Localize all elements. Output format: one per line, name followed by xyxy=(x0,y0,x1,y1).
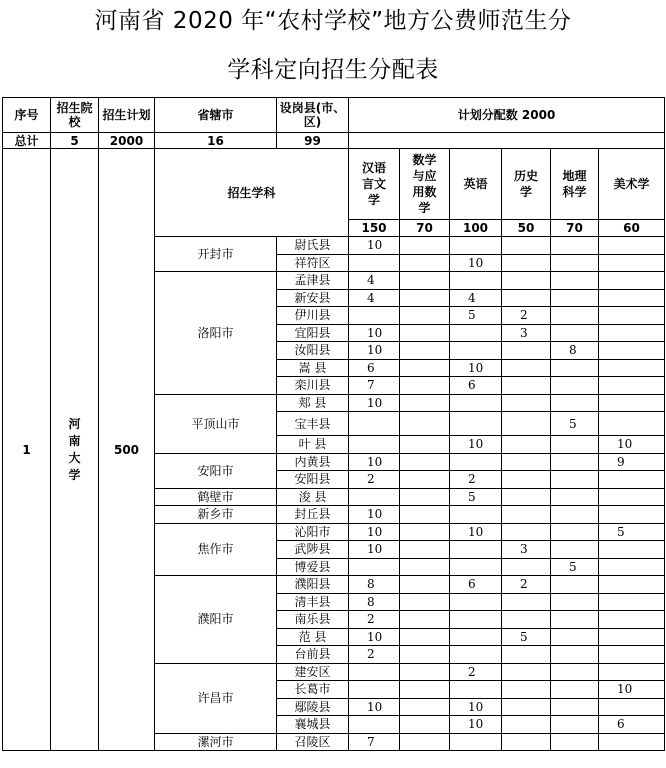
value-cell xyxy=(349,436,400,454)
value-cell xyxy=(450,453,502,471)
value-cell xyxy=(551,307,599,325)
value-cell: 8 xyxy=(551,342,599,360)
value-cell: 10 xyxy=(450,359,502,377)
county-cell: 郏 县 xyxy=(277,394,349,412)
subject-name-2: 英语 xyxy=(450,149,502,220)
value-cell: 6 xyxy=(599,716,665,734)
county-cell: 汝阳县 xyxy=(277,342,349,360)
county-cell: 范 县 xyxy=(277,628,349,646)
city-cell: 安阳市 xyxy=(155,453,277,488)
value-cell xyxy=(502,488,551,506)
value-cell xyxy=(502,506,551,524)
value-cell: 2 xyxy=(502,307,551,325)
value-cell xyxy=(400,611,450,629)
value-cell xyxy=(551,593,599,611)
subject-count-1: 70 xyxy=(400,220,450,237)
value-cell xyxy=(502,377,551,395)
subject-count-4: 70 xyxy=(551,220,599,237)
value-cell xyxy=(599,698,665,716)
city-cell: 洛阳市 xyxy=(155,272,277,395)
value-cell: 10 xyxy=(450,698,502,716)
value-cell xyxy=(551,359,599,377)
totals-schools: 5 xyxy=(51,133,99,149)
value-cell xyxy=(400,272,450,290)
value-cell: 2 xyxy=(450,663,502,681)
county-cell: 嵩 县 xyxy=(277,359,349,377)
value-cell xyxy=(599,359,665,377)
totals-row xyxy=(3,133,665,149)
city-cell: 漯河市 xyxy=(155,733,277,751)
value-cell xyxy=(400,377,450,395)
value-cell xyxy=(400,471,450,489)
county-cell: 沁阳市 xyxy=(277,523,349,541)
value-cell xyxy=(599,488,665,506)
value-cell xyxy=(551,272,599,290)
value-cell xyxy=(599,593,665,611)
value-cell: 5 xyxy=(450,488,502,506)
value-cell: 2 xyxy=(450,471,502,489)
value-cell xyxy=(400,342,450,360)
value-cell: 10 xyxy=(349,523,400,541)
subject-count-5: 60 xyxy=(599,220,665,237)
value-cell xyxy=(599,254,665,272)
value-cell xyxy=(450,611,502,629)
value-cell xyxy=(450,324,502,342)
subject-count-0: 150 xyxy=(349,220,400,237)
header-row xyxy=(3,98,665,133)
value-cell: 10 xyxy=(349,628,400,646)
value-cell xyxy=(599,733,665,751)
value-cell: 10 xyxy=(349,324,400,342)
entry-school: 河 南 大 学 xyxy=(51,149,99,751)
value-cell xyxy=(450,593,502,611)
value-cell xyxy=(400,254,450,272)
value-cell xyxy=(551,663,599,681)
value-cell xyxy=(551,523,599,541)
value-cell xyxy=(349,307,400,325)
value-cell xyxy=(400,681,450,699)
value-cell xyxy=(349,663,400,681)
value-cell xyxy=(502,254,551,272)
value-cell xyxy=(551,488,599,506)
value-cell xyxy=(551,506,599,524)
county-cell: 尉氏县 xyxy=(277,237,349,255)
value-cell xyxy=(349,412,400,436)
value-cell xyxy=(599,471,665,489)
value-cell xyxy=(599,576,665,594)
value-cell xyxy=(551,611,599,629)
value-cell xyxy=(349,558,400,576)
value-cell xyxy=(450,506,502,524)
value-cell xyxy=(551,453,599,471)
value-cell xyxy=(502,342,551,360)
county-cell: 宝丰县 xyxy=(277,412,349,436)
value-cell xyxy=(599,324,665,342)
totals-cities: 16 xyxy=(155,133,277,149)
value-cell xyxy=(599,289,665,307)
value-cell: 2 xyxy=(349,471,400,489)
value-cell xyxy=(400,593,450,611)
value-cell xyxy=(400,698,450,716)
value-cell xyxy=(400,453,450,471)
value-cell xyxy=(400,646,450,664)
value-cell xyxy=(502,663,551,681)
value-cell xyxy=(551,237,599,255)
county-cell: 栾川县 xyxy=(277,377,349,395)
value-cell xyxy=(450,558,502,576)
page-title-line1: 河南省 2020 年“农村学校”地方公费师范生分 xyxy=(94,8,572,34)
value-cell xyxy=(551,471,599,489)
value-cell xyxy=(502,646,551,664)
value-cell: 10 xyxy=(450,436,502,454)
value-cell: 6 xyxy=(450,377,502,395)
value-cell: 5 xyxy=(551,412,599,436)
value-cell: 5 xyxy=(502,628,551,646)
value-cell xyxy=(400,488,450,506)
value-cell xyxy=(349,681,400,699)
value-cell xyxy=(551,628,599,646)
value-cell: 10 xyxy=(349,698,400,716)
county-cell: 内黄县 xyxy=(277,453,349,471)
value-cell xyxy=(400,523,450,541)
value-cell xyxy=(599,611,665,629)
county-cell: 武陟县 xyxy=(277,541,349,559)
allocation-table xyxy=(2,97,665,751)
city-cell: 新乡市 xyxy=(155,506,277,524)
entry-seq: 1 xyxy=(3,149,51,751)
value-cell xyxy=(400,394,450,412)
value-cell xyxy=(400,237,450,255)
county-cell: 安阳县 xyxy=(277,471,349,489)
subject-name-row xyxy=(3,149,665,220)
value-cell xyxy=(450,681,502,699)
value-cell xyxy=(502,359,551,377)
value-cell xyxy=(502,289,551,307)
value-cell xyxy=(599,377,665,395)
value-cell xyxy=(450,628,502,646)
header-school: 招生院校 xyxy=(51,98,99,133)
value-cell: 4 xyxy=(349,289,400,307)
city-cell: 焦作市 xyxy=(155,523,277,576)
value-cell xyxy=(349,716,400,734)
totals-label: 总计 xyxy=(3,133,51,149)
value-cell xyxy=(599,394,665,412)
value-cell xyxy=(450,394,502,412)
header-plan: 招生计划 xyxy=(99,98,155,133)
city-cell: 开封市 xyxy=(155,237,277,272)
county-cell: 封丘县 xyxy=(277,506,349,524)
value-cell: 10 xyxy=(450,523,502,541)
header-seq: 序号 xyxy=(3,98,51,133)
value-cell: 10 xyxy=(450,254,502,272)
county-cell: 博爱县 xyxy=(277,558,349,576)
value-cell: 3 xyxy=(502,541,551,559)
value-cell xyxy=(502,593,551,611)
header-county: 设岗县(市、区) xyxy=(277,98,349,133)
value-cell xyxy=(502,716,551,734)
value-cell: 7 xyxy=(349,377,400,395)
city-cell: 濮阳市 xyxy=(155,576,277,664)
value-cell: 8 xyxy=(349,593,400,611)
value-cell: 2 xyxy=(502,576,551,594)
value-cell xyxy=(551,254,599,272)
value-cell xyxy=(502,733,551,751)
county-cell: 台前县 xyxy=(277,646,349,664)
subject-name-1: 数学 与应 用数 学 xyxy=(400,149,450,220)
subject-count-3: 50 xyxy=(502,220,551,237)
county-cell: 祥符区 xyxy=(277,254,349,272)
value-cell xyxy=(450,342,502,360)
subject-name-4: 地理 科学 xyxy=(551,149,599,220)
value-cell: 5 xyxy=(599,523,665,541)
county-cell: 鄢陵县 xyxy=(277,698,349,716)
value-cell xyxy=(599,558,665,576)
value-cell xyxy=(502,681,551,699)
county-cell: 建安区 xyxy=(277,663,349,681)
value-cell xyxy=(450,733,502,751)
value-cell xyxy=(450,237,502,255)
value-cell xyxy=(551,394,599,412)
value-cell: 10 xyxy=(349,506,400,524)
value-cell xyxy=(551,681,599,699)
value-cell: 4 xyxy=(349,272,400,290)
value-cell xyxy=(502,394,551,412)
value-cell xyxy=(599,237,665,255)
subject-name-0: 汉语 言文 学 xyxy=(349,149,400,220)
value-cell xyxy=(450,646,502,664)
value-cell xyxy=(502,412,551,436)
value-cell xyxy=(599,412,665,436)
value-cell xyxy=(400,733,450,751)
value-cell xyxy=(551,576,599,594)
county-cell: 宜阳县 xyxy=(277,324,349,342)
value-cell xyxy=(349,488,400,506)
subject-name-5: 美术学 xyxy=(599,149,665,220)
value-cell xyxy=(400,506,450,524)
value-cell xyxy=(599,646,665,664)
value-cell: 6 xyxy=(349,359,400,377)
value-cell: 9 xyxy=(599,453,665,471)
value-cell: 7 xyxy=(349,733,400,751)
value-cell: 10 xyxy=(450,716,502,734)
value-cell xyxy=(599,342,665,360)
county-cell: 襄城县 xyxy=(277,716,349,734)
value-cell xyxy=(502,471,551,489)
value-cell xyxy=(502,611,551,629)
value-cell xyxy=(551,646,599,664)
city-cell: 平顶山市 xyxy=(155,394,277,453)
value-cell xyxy=(502,436,551,454)
value-cell xyxy=(400,436,450,454)
subject-name-3: 历史 学 xyxy=(502,149,551,220)
value-cell xyxy=(502,237,551,255)
value-cell xyxy=(502,453,551,471)
county-cell: 濮阳县 xyxy=(277,576,349,594)
value-cell xyxy=(502,523,551,541)
page-title-line2: 学科定向招生分配表 xyxy=(227,57,439,83)
value-cell xyxy=(450,541,502,559)
value-cell xyxy=(502,558,551,576)
value-cell xyxy=(551,289,599,307)
value-cell xyxy=(400,307,450,325)
value-cell xyxy=(400,628,450,646)
value-cell xyxy=(551,377,599,395)
value-cell xyxy=(349,254,400,272)
value-cell: 6 xyxy=(450,576,502,594)
county-cell: 叶 县 xyxy=(277,436,349,454)
subject-count-2: 100 xyxy=(450,220,502,237)
value-cell: 2 xyxy=(349,611,400,629)
value-cell xyxy=(551,733,599,751)
totals-counties: 99 xyxy=(277,133,349,149)
value-cell xyxy=(599,506,665,524)
value-cell xyxy=(400,576,450,594)
value-cell xyxy=(599,307,665,325)
county-cell: 清丰县 xyxy=(277,593,349,611)
value-cell: 10 xyxy=(349,342,400,360)
value-cell xyxy=(551,698,599,716)
value-cell xyxy=(400,716,450,734)
value-cell xyxy=(400,412,450,436)
value-cell: 3 xyxy=(502,324,551,342)
value-cell xyxy=(599,628,665,646)
county-cell: 召陵区 xyxy=(277,733,349,751)
value-cell xyxy=(400,541,450,559)
header-city: 省辖市 xyxy=(155,98,277,133)
value-cell xyxy=(599,541,665,559)
county-cell: 浚 县 xyxy=(277,488,349,506)
value-cell xyxy=(551,716,599,734)
value-cell xyxy=(400,324,450,342)
county-cell: 南乐县 xyxy=(277,611,349,629)
totals-plan: 2000 xyxy=(99,133,155,149)
value-cell xyxy=(502,272,551,290)
value-cell: 10 xyxy=(599,681,665,699)
county-cell: 孟津县 xyxy=(277,272,349,290)
value-cell xyxy=(599,272,665,290)
value-cell: 5 xyxy=(551,558,599,576)
value-cell xyxy=(450,412,502,436)
value-cell xyxy=(551,436,599,454)
value-cell: 10 xyxy=(349,394,400,412)
value-cell: 4 xyxy=(450,289,502,307)
city-cell: 鹤壁市 xyxy=(155,488,277,506)
value-cell xyxy=(450,272,502,290)
value-cell xyxy=(502,698,551,716)
value-cell: 10 xyxy=(599,436,665,454)
value-cell: 10 xyxy=(349,237,400,255)
county-cell: 长葛市 xyxy=(277,681,349,699)
value-cell xyxy=(400,289,450,307)
value-cell: 10 xyxy=(349,453,400,471)
value-cell xyxy=(551,324,599,342)
value-cell xyxy=(400,359,450,377)
value-cell xyxy=(599,663,665,681)
value-cell: 10 xyxy=(349,541,400,559)
value-cell: 5 xyxy=(450,307,502,325)
value-cell: 8 xyxy=(349,576,400,594)
value-cell xyxy=(551,541,599,559)
header-allocation: 计划分配数 2000 xyxy=(349,98,665,133)
city-cell: 许昌市 xyxy=(155,663,277,733)
county-cell: 伊川县 xyxy=(277,307,349,325)
entry-plan: 500 xyxy=(99,149,155,751)
subjects-label: 招生学科 xyxy=(155,149,349,237)
value-cell xyxy=(400,663,450,681)
value-cell xyxy=(400,558,450,576)
county-cell: 新安县 xyxy=(277,289,349,307)
totals-blank xyxy=(349,133,665,149)
value-cell: 2 xyxy=(349,646,400,664)
